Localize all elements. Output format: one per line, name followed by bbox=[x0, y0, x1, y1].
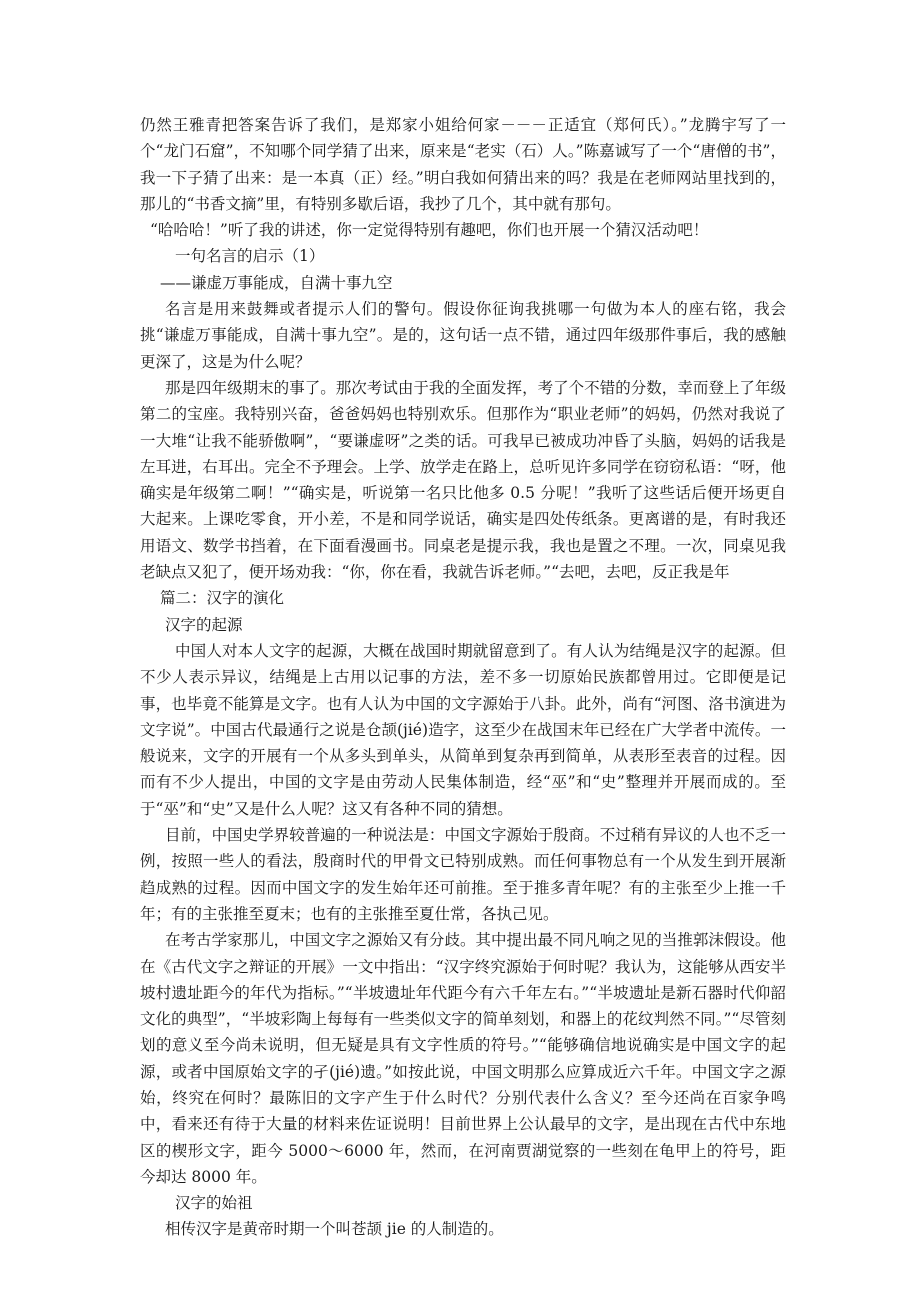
document-body bbox=[140, 112, 786, 1243]
paragraph: “哈哈哈！”听了我的讲述，你一定觉得特别有趣吧，你们也开展一个猜汉活动吧！ bbox=[150, 221, 709, 240]
section-title: 一句名言的启示（1） bbox=[175, 247, 325, 266]
section-title: 篇二：汉字的演化 bbox=[160, 589, 285, 608]
section-heading: 汉字的始祖 bbox=[175, 1194, 253, 1213]
paragraph: 相传汉字是黄帝时期一个叫苍颉 jie 的人制造的。 bbox=[165, 1220, 504, 1239]
paragraph: 目前，中国史学界较普遍的一种说法是：中国文字源始于殷商。不过稍有异议的人也不乏一例，按照一些人的看法，殷商时代的甲骨文已特别成熟。而任何事物总有一个从发生到开展渐趋成熟的过程。因而中国文字的发生始年还可前推。至于推多青年呢？有的主张至少上推一千年；有的主张推至夏末；也有的主张推至夏仕常，各执己见。 bbox=[140, 826, 786, 923]
paragraph: 那是四年级期末的事了。那次考试由于我的全面发挥，考了个不错的分数，幸而登上了年级第二的宝座。我特别兴奋，爸爸妈妈也特别欢乐。但那作为“职业老师”的妈妈，仍然对我说了一大堆“让我不能骄傲啊”，“要谦虚呀”之类的话。可我早已被成功冲昏了头脑，妈妈的话我是左耳进，右耳出。完全不予理会。上学、放学走在路上，总听见许多同学在窃窃私语：“呀，他确实是年级第二啊！”“确实是，听说第一名只比他多 0.5 分呢！”我听了这些话后便开场更自大起来。上课吃零食，开小差，不是和同学说话，确实是四处传纸条。更离谱的是，有时我还用语文、数学书挡着，在下面看漫画书。同桌老是提示我，我也是置之不理。一次，同桌见我老缺点又犯了，便开场劝我：“你，你在看，我就告诉老师。”“去吧，去吧，反正我是年 bbox=[140, 378, 786, 582]
paragraph: 仍然王雅青把答案告诉了我们，是郑家小姐给何家－－－正适宜（郑何氏）。”龙腾宇写了一个“龙门石窟”，不知哪个同学猜了出来，原来是“老实（石）人。”陈嘉诚写了一个“唐僧的书”，我一下子猜了出来：是一本真（正）经。”明白我如何猜出来的吗？我是在老师网站里找到的，那儿的“书香文摘”里，有特别多歇后语，我抄了几个，其中就有那句。 bbox=[140, 116, 786, 213]
section-heading: 汉字的起源 bbox=[165, 615, 243, 634]
paragraph: 名言是用来鼓舞或者提示人们的警句。假设你征询我挑哪一句做为本人的座右铭，我会挑“谦虚万事能成，自满十事九空”。是的，这句话一点不错，通过四年级那件事后，我的感触更深了，这是为什么呢？ bbox=[140, 300, 786, 371]
paragraph: 中国人对本人文字的起源，大概在战国时期就留意到了。有人认为结绳是汉字的起源。但不少人表示异议，结绳是上古用以记事的方法，差不多一切原始民族都曾用过。它即便是记事，也毕竟不能算是文字。也有人认为中国的文字源始于八卦。此外，尚有“河图、洛书演进为文字说”。中国古代最通行之说是仓颉(jié)造字，这至少在战国末年已经在广大学者中流传。一般说来，文字的开展有一个从多头到单头，从简单到复杂再到简单，从表形至表音的过程。因而有不少人提出，中国的文字是由劳动人民集体制造，经“巫”和“史”整理并开展而成的。至于“巫”和“史”又是什么人呢？这又有各种不同的猜想。 bbox=[140, 641, 786, 818]
section-subtitle: ——谦虚万事能成，自满十事九空 bbox=[160, 273, 393, 292]
paragraph: 在考古学家那儿，中国文字之源始又有分歧。其中提出最不同凡响之见的当推郭沫假设。他在《古代文字之辩证的开展》一文中指出：“汉字终究源始于何时呢？我认为，这能够从西安半坡村遗址距今的年代为指标。”“半坡遗址年代距今有六千年左右。”“半坡遗址是新石器时代仰韶文化的典型”，“半坡彩陶上每每有一些类似文字的简单刻划，和器上的花纹判然不同。”“尽管刻划的意义至今尚未说明，但无疑是具有文字性质的符号。”“能够确信地说确实是中国文字的起源，或者中国原始文字的孑(jié)遗。”如按此说，中国文明那么应算成近六千年。中国文字之源始，终究在何时？最陈旧的文字产生于什么时代？分别代表什么含义？至今还尚在百家争鸣中，看来还有待于大量的材料来佐证说明！目前世界上公认最早的文字，是出现在古代中东地区的楔形文字，距今 5000～6000 年，然而，在河南贾湖觉察的一些刻在龟甲上的符号，距今却达 8000 年。 bbox=[140, 931, 786, 1186]
